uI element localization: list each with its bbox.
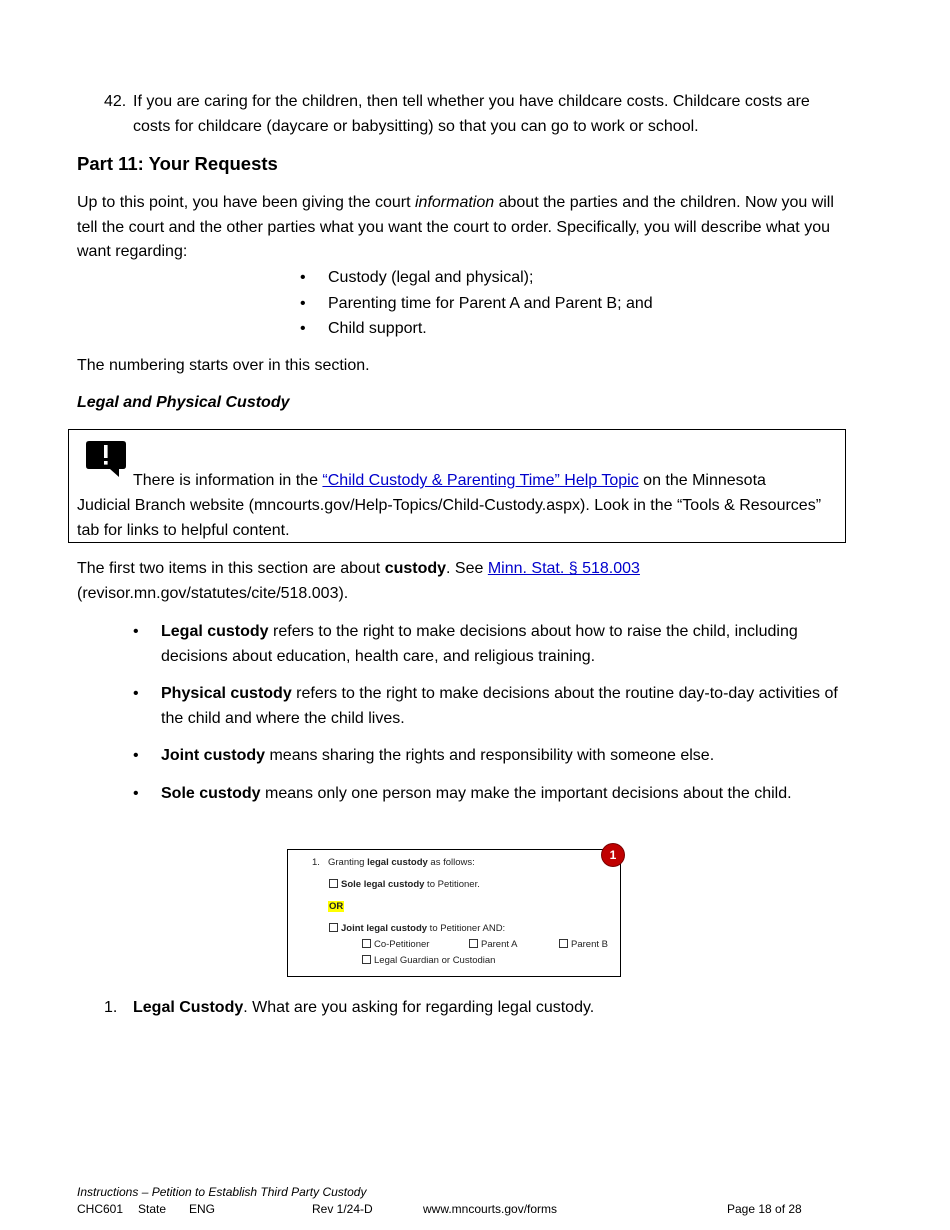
definition-term: Sole custody [161,785,261,802]
definition-term: Joint custody [161,747,266,764]
option-co-petitioner [362,938,429,951]
item-number: 1. [104,999,118,1016]
form-code: CHC601 [77,1202,124,1216]
definition-text: means only one person may make the important decisions about the child. [260,785,792,802]
info-text-rest: Judicial Branch website (mncourts.gov/Help-Topics/Child-Custody.aspx). Look in the “Tools & Resources” tab for links to helpful content. [77,497,822,539]
numbering-note: The numbering starts over in this section. [77,357,370,374]
form-text: Granting [328,857,368,868]
info-text: There is information in the [133,472,323,489]
list-item-legal-custody [104,996,844,1021]
checkbox-icon [362,955,371,964]
custody-intro [77,557,847,606]
option-label: Parent B [571,939,608,950]
footer-row [77,1201,817,1218]
or-label [328,900,344,913]
option-legal-guardian [362,954,495,967]
checkbox-icon [559,939,568,948]
form-bold: legal custody [367,857,428,868]
list-item: • Parenting time for Parent A and Parent B; and [300,292,653,318]
or-highlight: OR [329,901,344,912]
form-excerpt [287,849,621,977]
item-term: Legal Custody [133,999,244,1016]
page-number: Page 18 of 28 [727,1202,802,1216]
checkbox-icon [362,939,371,948]
checkbox-icon [329,879,338,888]
option-label: Co-Petitioner [374,939,430,950]
definitions-list [133,620,848,807]
option-parent-b [559,938,608,951]
list-item: • Custody (legal and physical); [300,266,653,292]
form-text: as follows: [427,857,475,868]
form-text: to Petitioner. [424,879,480,890]
statute-url-text: (revisor.mn.gov/statutes/cite/518.003). [77,584,349,602]
list-item [133,682,848,744]
footer-title: Instructions – Petition to Establish Third Party Custody [77,1185,367,1199]
checkbox-icon [329,923,338,932]
item-description: . What are you asking for regarding legal custody. [243,999,595,1016]
joint-option [329,922,505,935]
definition-term: Physical custody [161,685,292,702]
form-state: State [138,1202,167,1216]
form-revision: Rev 1/24-D [312,1202,373,1216]
definition-text: means sharing the rights and responsibility with someone else. [265,747,715,764]
info-text-line [133,469,766,494]
form-language: ENG [189,1202,216,1216]
form-item-number: 1. [312,857,320,868]
list-item [133,782,848,807]
list-item: • Child support. [300,317,653,343]
list-item-42 [104,90,844,139]
section-intro [77,191,847,265]
definition-term: Legal custody [161,623,269,640]
info-text-mid: on the Minnesota [638,472,766,489]
option-label: Legal Guardian or Custodian [374,955,496,966]
section-heading: Part 11: Your Requests [77,153,278,174]
intro-text-rest: about the parties and the children. Now you will tell the court and the other parties what you want the court to order. Specifically, you will describe what you want regarding: [77,194,834,260]
help-topic-link[interactable]: “Child Custody & Parenting Time” Help Topic [322,472,639,489]
definition-text: refers to the right to make decisions about the routine day-to-day activities of the child and where the child lives. [161,685,838,727]
form-bold: Sole legal custody [341,879,425,890]
forms-url: www.mncourts.gov/forms [423,1202,558,1216]
requests-list [300,266,653,343]
intro-emphasis: information [415,194,495,211]
intro-text: Up to this point, you have been giving the court [77,194,415,211]
checkbox-icon [469,939,478,948]
list-item [133,744,848,782]
subheading: Legal and Physical Custody [77,394,290,411]
item-text [133,996,844,1021]
form-text: to Petitioner AND: [427,923,506,934]
info-box [68,429,846,543]
custody-intro-see: . See [446,560,488,577]
option-parent-a [469,938,517,951]
page-footer [77,1184,817,1218]
exclamation-speech-icon [86,441,126,477]
option-label: Parent A [481,939,518,950]
statute-link[interactable]: Minn. Stat. § 518.003 [487,560,640,577]
definition-text: refers to the right to make decisions about how to raise the child, including decisions about education, health care, and religious training. [161,623,798,665]
custody-intro-text: The first two items in this section are about [77,560,385,577]
sole-option [329,878,480,891]
item-number: 42. [104,93,127,110]
form-bold: Joint legal custody [341,923,428,934]
list-item [133,620,848,682]
callout-badge: 1 [602,844,624,866]
item-text: If you are caring for the children, then tell whether you have childcare costs. Childcare costs are costs for childcare (daycare or babysitting) so that you can go to work or school. [133,93,810,135]
custody-term: custody [384,560,447,577]
form-question [328,856,475,869]
